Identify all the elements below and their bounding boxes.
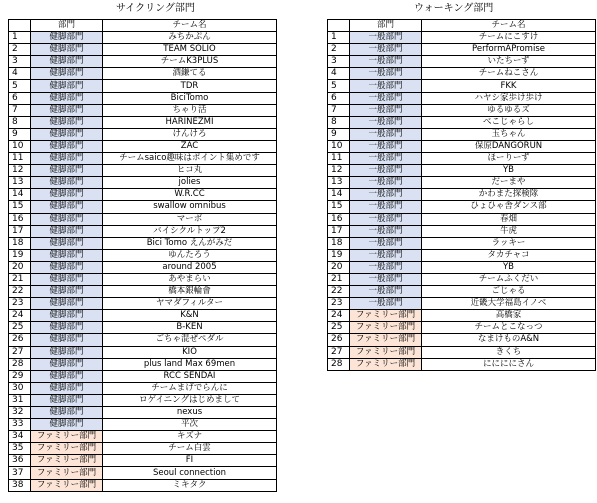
team-name-cell: ひょひゃ舎ダンス部 xyxy=(422,201,596,213)
team-name-cell: けんけろ xyxy=(103,128,277,140)
category-cell: 健脚部門 xyxy=(31,116,103,128)
team-name-cell: ににににさん xyxy=(422,358,596,370)
table-row xyxy=(9,32,277,44)
table-row xyxy=(328,189,596,201)
row-number: 2 xyxy=(328,44,350,56)
category-cell: 一般部門 xyxy=(350,189,422,201)
row-number: 13 xyxy=(328,177,350,189)
category-cell: 一般部門 xyxy=(350,153,422,165)
category-cell: 健脚部門 xyxy=(31,286,103,298)
category-cell: 一般部門 xyxy=(350,177,422,189)
category-cell: 一般部門 xyxy=(350,116,422,128)
table-row xyxy=(9,419,277,431)
table-row xyxy=(9,467,277,479)
category-cell: 一般部門 xyxy=(350,237,422,249)
row-number: 28 xyxy=(328,358,350,370)
category-cell: ファミリー部門 xyxy=(350,334,422,346)
table-row xyxy=(9,431,277,443)
table-row xyxy=(9,225,277,237)
row-number: 18 xyxy=(9,237,31,249)
table-row xyxy=(9,68,277,80)
category-cell: 健脚部門 xyxy=(31,104,103,116)
table-row xyxy=(328,261,596,273)
table-row xyxy=(9,261,277,273)
team-name-cell: チームとこなっつ xyxy=(422,322,596,334)
category-cell: 一般部門 xyxy=(350,165,422,177)
walking-header-row xyxy=(328,20,596,32)
team-name-cell: nexus xyxy=(103,407,277,419)
category-cell: 一般部門 xyxy=(350,68,422,80)
row-number: 32 xyxy=(9,407,31,419)
team-name-cell: マーボ xyxy=(103,213,277,225)
row-number: 18 xyxy=(328,237,350,249)
row-number: 38 xyxy=(9,479,31,491)
category-cell: 一般部門 xyxy=(350,140,422,152)
row-number: 20 xyxy=(9,261,31,273)
team-name-cell: きくち xyxy=(422,346,596,358)
table-row xyxy=(9,165,277,177)
category-header: 部門 xyxy=(350,20,422,32)
row-number: 4 xyxy=(328,68,350,80)
team-name-cell: FI xyxy=(103,455,277,467)
row-number: 12 xyxy=(9,165,31,177)
team-name-cell: かわまた探検隊 xyxy=(422,189,596,201)
category-cell: 健脚部門 xyxy=(31,407,103,419)
category-cell: 健脚部門 xyxy=(31,44,103,56)
team-name-cell: YB xyxy=(422,165,596,177)
category-cell: 健脚部門 xyxy=(31,237,103,249)
row-number: 26 xyxy=(9,334,31,346)
table-row xyxy=(9,479,277,491)
team-name-cell: YB xyxy=(422,261,596,273)
category-cell: 一般部門 xyxy=(350,249,422,261)
team-name-cell: ヤマダフィルター xyxy=(103,298,277,310)
team-name-cell: チームねこさん xyxy=(422,68,596,80)
row-number: 27 xyxy=(328,346,350,358)
row-number: 36 xyxy=(9,455,31,467)
row-number: 28 xyxy=(9,358,31,370)
table-row xyxy=(328,310,596,322)
team-name-cell: 平次 xyxy=(103,419,277,431)
team-name-cell: TDR xyxy=(103,80,277,92)
category-cell: 健脚部門 xyxy=(31,80,103,92)
team-name-cell: plus land Max 69men xyxy=(103,358,277,370)
category-cell: 健脚部門 xyxy=(31,298,103,310)
category-cell: 健脚部門 xyxy=(31,68,103,80)
row-number: 16 xyxy=(9,213,31,225)
table-row xyxy=(9,273,277,285)
team-name-cell: jolies xyxy=(103,177,277,189)
category-cell: 健脚部門 xyxy=(31,189,103,201)
table-row xyxy=(328,116,596,128)
team-name-cell: Bici Tomo えんがみだ xyxy=(103,237,277,249)
table-row xyxy=(9,286,277,298)
table-row xyxy=(9,56,277,68)
table-row xyxy=(9,104,277,116)
row-number: 6 xyxy=(9,92,31,104)
row-number: 2 xyxy=(9,44,31,56)
team-name-cell: 玉ちゃん xyxy=(422,128,596,140)
table-row xyxy=(9,455,277,467)
row-number: 24 xyxy=(9,310,31,322)
table-row xyxy=(328,56,596,68)
table-row xyxy=(328,213,596,225)
team-name-cell: KIO xyxy=(103,346,277,358)
table-row xyxy=(328,322,596,334)
row-number: 23 xyxy=(9,298,31,310)
team-name-cell: W.R.CC xyxy=(103,189,277,201)
row-number: 30 xyxy=(9,382,31,394)
table-row xyxy=(328,346,596,358)
team-name-cell: 酒鎌てる xyxy=(103,68,277,80)
team-name-cell: チーム白雲 xyxy=(103,443,277,455)
team-name-cell: K&N xyxy=(103,310,277,322)
category-cell: 健脚部門 xyxy=(31,310,103,322)
table-row xyxy=(328,358,596,370)
row-number: 11 xyxy=(328,153,350,165)
row-number: 19 xyxy=(9,249,31,261)
team-name-cell: チームふくだい xyxy=(422,273,596,285)
row-number: 7 xyxy=(9,104,31,116)
table-row xyxy=(328,225,596,237)
category-cell: 一般部門 xyxy=(350,261,422,273)
row-number: 11 xyxy=(9,153,31,165)
row-number: 23 xyxy=(328,298,350,310)
team-name-cell: チームK3PLUS xyxy=(103,56,277,68)
team-name-cell: キズナ xyxy=(103,431,277,443)
row-number: 8 xyxy=(328,116,350,128)
table-row xyxy=(328,92,596,104)
category-cell: ファミリー部門 xyxy=(350,346,422,358)
team-name-cell: HARINEZMI xyxy=(103,116,277,128)
team-name-cell: Seoul connection xyxy=(103,467,277,479)
team-name-cell: ほーりーず xyxy=(422,153,596,165)
table-row xyxy=(9,92,277,104)
table-row xyxy=(328,44,596,56)
team-name-cell: いたちーず xyxy=(422,56,596,68)
category-cell: ファミリー部門 xyxy=(31,455,103,467)
team-name-cell: チームsaico趣味はポイント集めです xyxy=(103,153,277,165)
table-row xyxy=(9,44,277,56)
table-row xyxy=(328,334,596,346)
table-row xyxy=(328,128,596,140)
category-cell: 健脚部門 xyxy=(31,140,103,152)
team-name-cell: ちゃり活 xyxy=(103,104,277,116)
cycling-section-title: サイクリング部門 xyxy=(116,3,195,14)
category-cell: 健脚部門 xyxy=(31,128,103,140)
team-name-cell: ハヤシ家歩け歩け xyxy=(422,92,596,104)
team-name-cell: 牛虎 xyxy=(422,225,596,237)
category-cell: 健脚部門 xyxy=(31,32,103,44)
table-row xyxy=(9,128,277,140)
category-cell: 一般部門 xyxy=(350,32,422,44)
category-cell: 健脚部門 xyxy=(31,249,103,261)
row-number: 5 xyxy=(9,80,31,92)
table-row xyxy=(9,177,277,189)
table-row xyxy=(328,273,596,285)
table-row xyxy=(9,358,277,370)
category-cell: 健脚部門 xyxy=(31,213,103,225)
row-number: 4 xyxy=(9,68,31,80)
row-number: 35 xyxy=(9,443,31,455)
team-name-cell: TEAM SOLIO xyxy=(103,44,277,56)
row-number: 27 xyxy=(9,346,31,358)
category-cell: ファミリー部門 xyxy=(350,322,422,334)
team-name-cell: BiciTomo xyxy=(103,92,277,104)
category-cell: 健脚部門 xyxy=(31,419,103,431)
table-row xyxy=(328,237,596,249)
category-cell: ファミリー部門 xyxy=(31,443,103,455)
row-number: 12 xyxy=(328,165,350,177)
row-number: 17 xyxy=(9,225,31,237)
team-name-cell: ロゲイニングはじめまして xyxy=(103,394,277,406)
team-name-cell: チームまげでらんに xyxy=(103,382,277,394)
team-name-cell: バイシクルトップ2 xyxy=(103,225,277,237)
table-row xyxy=(9,370,277,382)
table-row xyxy=(9,237,277,249)
category-cell: 一般部門 xyxy=(350,201,422,213)
team-name-cell: ミキタク xyxy=(103,479,277,491)
number-header xyxy=(328,20,350,32)
category-cell: 健脚部門 xyxy=(31,322,103,334)
category-cell: ファミリー部門 xyxy=(350,310,422,322)
category-cell: 一般部門 xyxy=(350,104,422,116)
table-row xyxy=(9,153,277,165)
table-row xyxy=(328,177,596,189)
team-name-cell: ゆるゆるズ xyxy=(422,104,596,116)
row-number: 33 xyxy=(9,419,31,431)
row-number: 34 xyxy=(9,431,31,443)
team-name-cell: swallow omnibus xyxy=(103,201,277,213)
team-name-header: チーム名 xyxy=(103,20,277,32)
team-name-cell: FKK xyxy=(422,80,596,92)
row-number: 25 xyxy=(9,322,31,334)
team-name-cell: べこじゃらし xyxy=(422,116,596,128)
row-number: 5 xyxy=(328,80,350,92)
category-cell: 一般部門 xyxy=(350,286,422,298)
row-number: 26 xyxy=(328,334,350,346)
row-number: 21 xyxy=(9,273,31,285)
team-name-cell: around 2005 xyxy=(103,261,277,273)
walking-table xyxy=(327,19,596,371)
row-number: 31 xyxy=(9,394,31,406)
table-row xyxy=(9,346,277,358)
row-number: 6 xyxy=(328,92,350,104)
category-cell: 一般部門 xyxy=(350,298,422,310)
table-row xyxy=(9,310,277,322)
row-number: 14 xyxy=(328,189,350,201)
team-name-cell: 近畿大学福島イノベ xyxy=(422,298,596,310)
category-cell: 一般部門 xyxy=(350,80,422,92)
team-name-header: チーム名 xyxy=(422,20,596,32)
team-name-cell: PerformAPromise xyxy=(422,44,596,56)
category-cell: ファミリー部門 xyxy=(31,479,103,491)
category-cell: 一般部門 xyxy=(350,213,422,225)
category-cell: 健脚部門 xyxy=(31,92,103,104)
row-number: 37 xyxy=(9,467,31,479)
row-number: 24 xyxy=(328,310,350,322)
walking-section-title: ウォーキング部門 xyxy=(414,3,494,14)
category-cell: ファミリー部門 xyxy=(31,467,103,479)
row-number: 15 xyxy=(328,201,350,213)
table-row xyxy=(9,394,277,406)
table-row xyxy=(9,201,277,213)
team-name-cell: RCC SENDAI xyxy=(103,370,277,382)
team-name-cell: ゆんたろう xyxy=(103,249,277,261)
team-name-cell: ヒコ丸 xyxy=(103,165,277,177)
row-number: 9 xyxy=(328,128,350,140)
table-row xyxy=(328,32,596,44)
row-number: 10 xyxy=(9,140,31,152)
category-cell: 健脚部門 xyxy=(31,334,103,346)
table-row xyxy=(9,298,277,310)
table-row xyxy=(9,189,277,201)
team-name-cell: タカチャコ xyxy=(422,249,596,261)
row-number: 19 xyxy=(328,249,350,261)
table-row xyxy=(328,80,596,92)
row-number: 7 xyxy=(328,104,350,116)
category-cell: 健脚部門 xyxy=(31,225,103,237)
category-cell: 健脚部門 xyxy=(31,346,103,358)
cycling-table xyxy=(8,19,277,492)
category-header: 部門 xyxy=(31,20,103,32)
category-cell: 一般部門 xyxy=(350,225,422,237)
team-name-cell: だーまや xyxy=(422,177,596,189)
team-name-cell: ZAC xyxy=(103,140,277,152)
row-number: 25 xyxy=(328,322,350,334)
row-number: 22 xyxy=(328,286,350,298)
category-cell: 一般部門 xyxy=(350,56,422,68)
table-row xyxy=(9,382,277,394)
team-name-cell: B-KEN xyxy=(103,322,277,334)
number-header xyxy=(9,20,31,32)
row-number: 3 xyxy=(9,56,31,68)
category-cell: 一般部門 xyxy=(350,273,422,285)
team-name-cell: 保原DANGORUN xyxy=(422,140,596,152)
table-row xyxy=(9,322,277,334)
category-cell: 一般部門 xyxy=(350,44,422,56)
table-row xyxy=(9,80,277,92)
table-row xyxy=(328,140,596,152)
team-name-cell: ごじゃる xyxy=(422,286,596,298)
row-number: 17 xyxy=(328,225,350,237)
category-cell: 健脚部門 xyxy=(31,370,103,382)
row-number: 9 xyxy=(9,128,31,140)
category-cell: 健脚部門 xyxy=(31,382,103,394)
row-number: 29 xyxy=(9,370,31,382)
category-cell: 健脚部門 xyxy=(31,177,103,189)
row-number: 20 xyxy=(328,261,350,273)
team-name-cell: ラッキー xyxy=(422,237,596,249)
category-cell: 健脚部門 xyxy=(31,394,103,406)
category-cell: 一般部門 xyxy=(350,92,422,104)
row-number: 3 xyxy=(328,56,350,68)
team-name-cell: みちかぷん xyxy=(103,32,277,44)
team-name-cell: チームにこすけ xyxy=(422,32,596,44)
category-cell: 健脚部門 xyxy=(31,165,103,177)
team-name-cell: あやまらい xyxy=(103,273,277,285)
table-row xyxy=(328,165,596,177)
category-cell: ファミリー部門 xyxy=(350,358,422,370)
category-cell: 一般部門 xyxy=(350,128,422,140)
table-row xyxy=(328,249,596,261)
table-row xyxy=(9,334,277,346)
row-number: 1 xyxy=(9,32,31,44)
category-cell: 健脚部門 xyxy=(31,358,103,370)
table-row xyxy=(328,286,596,298)
team-name-cell: 橋本銀輪會 xyxy=(103,286,277,298)
team-name-cell: ごちゃ混ぜペダル xyxy=(103,334,277,346)
team-name-cell: なまけものA&N xyxy=(422,334,596,346)
table-row xyxy=(9,140,277,152)
table-row xyxy=(9,443,277,455)
row-number: 15 xyxy=(9,201,31,213)
category-cell: ファミリー部門 xyxy=(31,431,103,443)
category-cell: 健脚部門 xyxy=(31,153,103,165)
table-row xyxy=(9,407,277,419)
row-number: 22 xyxy=(9,286,31,298)
row-number: 14 xyxy=(9,189,31,201)
team-name-cell: 高橋家 xyxy=(422,310,596,322)
row-number: 21 xyxy=(328,273,350,285)
category-cell: 健脚部門 xyxy=(31,56,103,68)
category-cell: 健脚部門 xyxy=(31,201,103,213)
table-row xyxy=(328,298,596,310)
row-number: 10 xyxy=(328,140,350,152)
row-number: 16 xyxy=(328,213,350,225)
table-row xyxy=(9,116,277,128)
row-number: 1 xyxy=(328,32,350,44)
category-cell: 健脚部門 xyxy=(31,273,103,285)
table-row xyxy=(9,213,277,225)
table-row xyxy=(328,153,596,165)
table-row xyxy=(328,201,596,213)
cycling-header-row xyxy=(9,20,277,32)
row-number: 8 xyxy=(9,116,31,128)
row-number: 13 xyxy=(9,177,31,189)
table-row xyxy=(328,68,596,80)
category-cell: 健脚部門 xyxy=(31,261,103,273)
team-name-cell: 春畑 xyxy=(422,213,596,225)
table-row xyxy=(9,249,277,261)
table-row xyxy=(328,104,596,116)
